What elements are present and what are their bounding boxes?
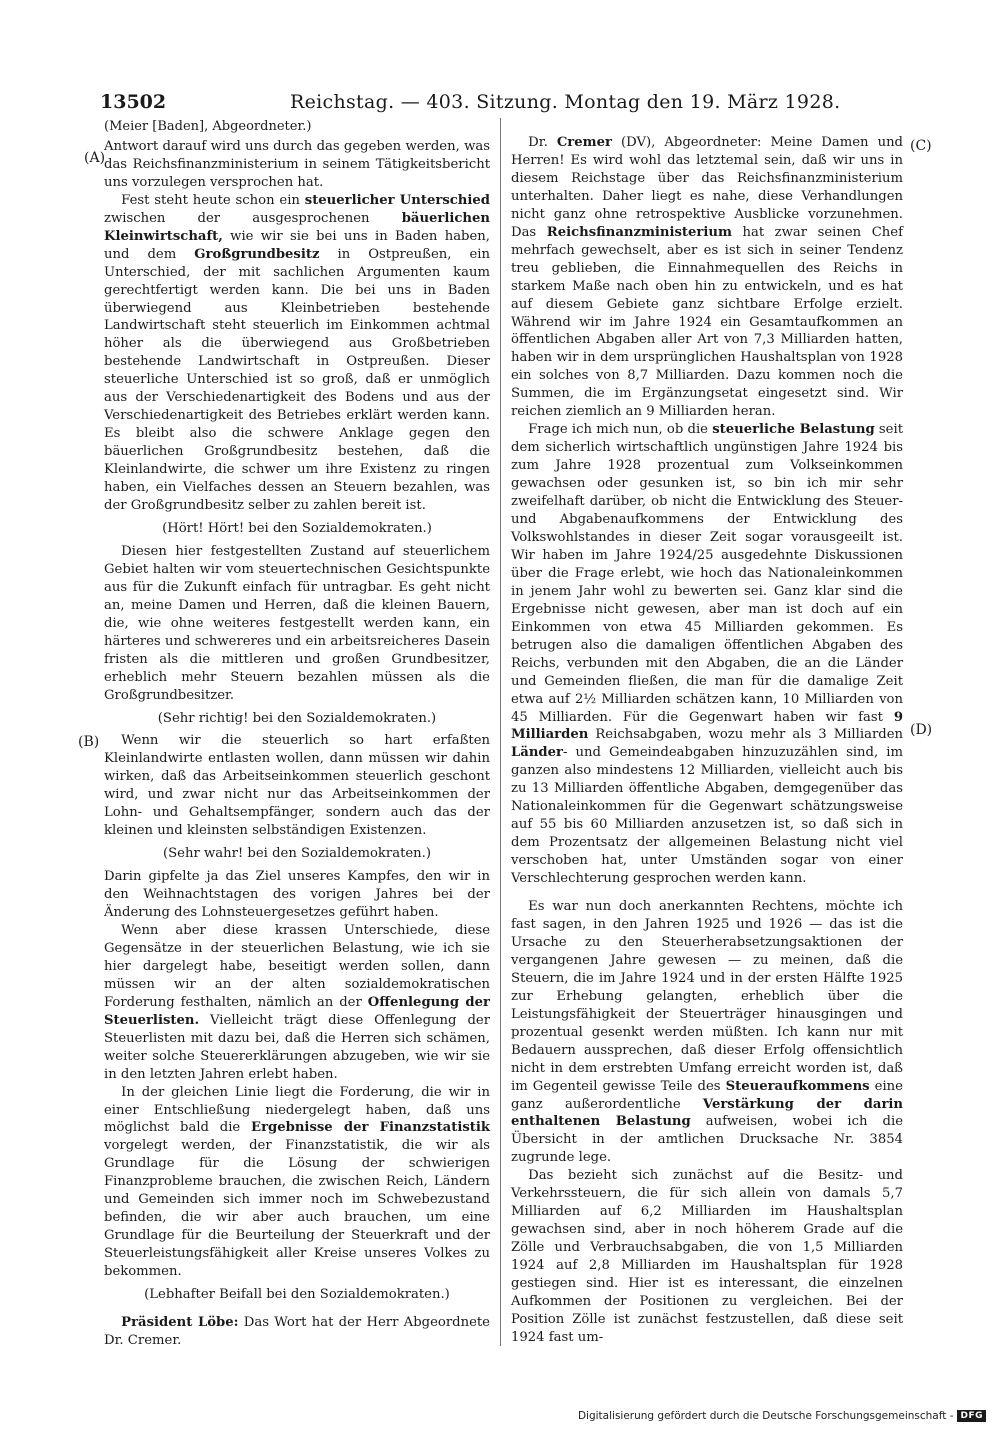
paragraph: Präsident Löbe: Das Wort hat der Herr Abgeordnete Dr. Cremer. bbox=[104, 1315, 490, 1348]
margin-mark-c: (C) bbox=[910, 138, 932, 154]
paragraph: Fest steht heute schon ein steuerlicher Unterschied zwischen der ausgesprochenen bäuerlichen Kleinwirtschaft, wie wir sie bei uns in Baden haben, und dem Großgrundbesitz in Ostpreußen, ein Unterschied, der mit sachlichen Argumenten kaum gerechtfertigt werden kann. Die bei uns in Baden überwiegend aus Kleinbetrieben bestehende Landwirtschaft steht steuerlich im Einkommen achtmal höher als die überwiegend aus Großbetrieben bestehende Landwirtschaft in Ostpreußen. Dieser steuerliche Unterschied ist so groß, daß er unmöglich aus der Verschiedenartigkeit des Bodens und aus der Verschiedenartigkeit des Betriebes erklärt werden kann. Es bleibt also die schwere Anklage gegen den bäuerlichen Großgrundbesitz bestehen, daß die Kleinlandwirte, die schwer um ihre Existenz zu ringen haben, ein Vielfaches dessen an Steuern bezahlen, was der Großgrundbesitz selber zu zahlen bereit ist. bbox=[104, 192, 490, 514]
paragraph: Antwort darauf wird uns durch das gegeben werden, was das Reichsfinanzministerium in seinem Tätigkeitsbericht uns vorzulegen versprochen hat. bbox=[104, 138, 490, 190]
page-number: 13502 bbox=[100, 91, 167, 113]
paragraph: Dr. Cremer (DV), Abgeordneter: Meine Damen und Herren! Es wird wohl das letztemal sein, daß wir uns in diesem Reichstage über das Reichsfinanzministerium unterhalten. Daher liegt es nahe, diese Verhandlungen nicht ganz ohne retrospektive Ausblicke vorzunehmen. Das Reichsfinanzministerium hat zwar seinen Chef mehrfach gewechselt, aber es ist sich in seiner Tendenz treu geblieben, die Einnahmequellen des Reichs in starkem Maße nach oben hin zu entwickeln, und es hat auf diesem Gebiete ganz sichtbare Erfolge erzielt. Während wir im Jahre 1924 ein Gesamtaufkommen an öffentlichen Abgaben aller Art von 7,3 Milliarden hatten, haben wir in dem ursprünglichen Haushaltsplan von 1928 ein solches von 8,7 Milliarden. Dazu kommen noch die Summen, die im Ergänzungsetat eingesetzt sind. Wir reichen ziemlich an 9 Milliarden heran. bbox=[511, 135, 903, 420]
interjection: (Hört! Hört! bei den Sozialdemokraten.) bbox=[162, 520, 432, 536]
margin-mark-b: (B) bbox=[78, 734, 100, 750]
paragraph: Das bezieht sich zunächst auf die Besitz- und Verkehrssteuern, die für sich allein von damals 5,7 Milliarden auf 6,2 Milliarden im Haushaltsplan gewachsen sind, aber in noch höherem Grade auf die Zölle und Verbrauchsabgaben, die von 1,5 Milliarden 1924 auf 2,8 Milliarden im Haushaltsplan für 1928 gestiegen sind. Hier ist es interessant, die einzelnen Aufkommen der Positionen zu vergleichen. Bei der Position Zölle ist zunächst festzustellen, daß diese seit 1924 fast um- bbox=[511, 1168, 903, 1345]
right-column bbox=[511, 134, 903, 1347]
column-divider bbox=[500, 118, 501, 1346]
interjection: (Lebhafter Beifall bei den Sozialdemokraten.) bbox=[144, 1287, 450, 1303]
interjection: (Sehr wahr! bei den Sozialdemokraten.) bbox=[163, 846, 431, 862]
paragraph: Diesen hier festgestellten Zustand auf steuerlichem Gebiet halten wir vom steuertechnischen Gesichtspunkte aus für die Zukunft einfach für untragbar. Es geht nicht an, meine Damen und Herren, daß die kleinen Bauern, die, wie ohne weiteres festgestellt werden kann, ein härteres und schwereres und ein arbeitsreicheres Dasein fristen als die mittleren und großen Grundbesitzer, erheblich mehr Steuern bezahlen müssen als die Großgrundbesitzer. bbox=[104, 543, 490, 703]
paragraph: Wenn aber diese krassen Unterschiede, diese Gegensätze in der steuerlichen Belastung, wie ich sie hier dargelegt habe, beseitigt werden sollen, dann müssen wir an der alten sozialdemokratischen Forderung festhalten, nämlich an der Offenlegung der Steuerlisten. Vielleicht trägt diese Offenlegung der Steuerlisten mit dazu bei, daß die Herren sich schämen, weiter solche Steuererklärungen abzugeben, wie wir sie in den letzten Jahren erlebt haben. bbox=[104, 922, 490, 1082]
paragraph: Wenn wir die steuerlich so hart erfaßten Kleinlandwirte entlasten wollen, dann müssen wir dahin wirken, daß das Arbeitseinkommen steuerlich geschont wird, und zwar nicht nur das Arbeitseinkommen der Lohn- und Gehaltsempfänger, sondern auch das der kleinen und kleinsten selbständigen Existenzen. bbox=[104, 733, 490, 839]
speaker-continuation-header: (Meier [Baden], Abgeordneter.) bbox=[104, 119, 312, 134]
paragraph: Darin gipfelte ja das Ziel unseres Kampfes, den wir in den Weihnachtstagen des vorigen Jahres bei der Änderung des Lohnsteuergesetzes geführt haben. bbox=[104, 869, 490, 921]
credit-text: Digitalisierung gefördert durch die Deutsche Forschungsgemeinschaft - bbox=[577, 1410, 954, 1422]
interjection: (Sehr richtig! bei den Sozialdemokraten.) bbox=[157, 710, 437, 726]
paragraph: Es war nun doch anerkannten Rechtens, möchte ich fast sagen, in den Jahren 1925 und 1926 — das ist die Ursache zu den Steuerherabsetzungsaktionen der vergangenen Jahre gewesen — zu meinen, daß die Steuern, die im Jahre 1924 und in der ersten Hälfte 1925 zur Erhebung gelangten, erheblich über die Leistungsfähigkeit der Steuerträger hinausgingen und prozentual gesenkt werden müßten. Ich kann nur mit Bedauern aussprechen, daß dieser Erfolg offensichtlich nicht in dem erstrebten Umfang erreicht worden ist, daß im Gegenteil gewisse Teile des Steueraufkommens eine ganz außerordentliche Verstärkung der darin enthaltenen Belastung aufweisen, wobei ich die Übersicht in der amtlichen Drucksache Nr. 3854 zugrunde lege. bbox=[511, 899, 903, 1166]
speaker-name: Cremer bbox=[556, 135, 612, 150]
dfg-logo: DFG bbox=[957, 1410, 986, 1422]
paragraph: Frage ich mich nun, ob die steuerliche Belastung seit dem sicherlich wirtschaftlich ungünstigen Jahre 1924 bis zum Jahre 1928 prozentual zum Volkseinkommen gewachsen oder gesunken ist, so bin ich mir sehr zweifelhaft darüber, ob nicht die Entwicklung des Steuer- und Abgabenaufkommens der Entwicklung des Volkswohlstandes in dieser Zeit sogar vorausgeeilt ist. Wir haben im Jahre 1924/25 ausgedehnte Diskussionen über die Frage erlebt, wie hoch das Nationaleinkommen in jenem Jahr wohl zu bewerten sei. Ganz klar sind die Ergebnisse nicht gewesen, aber man ist doch auf ein Einkommen von etwa 45 Milliarden gekommen. Es betrugen also die damaligen öffentlichen Abgaben des Reichs, verbunden mit den Abgaben, die an die Länder und Gemeinden fließen, die man für die damalige Zeit etwa auf 2½ Milliarden schätzen kann, 10 Milliarden von 45 Milliarden. Für die Gegenwart haben wir fast 9 Milliarden Reichsabgaben, wozu mehr als 3 Milliarden Länder- und Gemeindeabgaben hinzuzuzählen sind, im ganzen also mindestens 12 Milliarden, vielleicht auch bis zu 13 Milliarden öffentliche Abgaben, demgegenüber das Nationaleinkommen für die Gegenwart schätzungsweise auf 55 bis 60 Milliarden anzusetzen ist, so daß sich in dem Prozentsatz der allgemeinen Belastung nicht viel verschoben hat, unter Umständen sogar von einer Verschlechterung gesprochen werden kann. bbox=[511, 422, 903, 887]
page-header bbox=[100, 89, 920, 115]
running-title: Reichstag. — 403. Sitzung. Montag den 19. März 1928. bbox=[290, 91, 841, 113]
paragraph: In der gleichen Linie liegt die Forderung, die wir in einer Entschließung niedergelegt haben, daß uns möglichst bald die Ergebnisse der Finanzstatistik vorgelegt werden, der Finanzstatistik, die wir als Grundlage für die Lösung der schwierigen Finanzprobleme brauchen, die zwischen Reich, Ländern und Gemeinden sich immer noch im Schwebezustand befinden, die wir aber auch brauchen, um eine Grundlage für die Beurteilung der Steuerkraft und der Steuerleistungsfähigkeit aller Kreise unseres Volkes zu bekommen. bbox=[104, 1084, 490, 1280]
digitization-credit bbox=[578, 1410, 986, 1422]
left-column bbox=[104, 118, 490, 1350]
margin-mark-d: (D) bbox=[910, 722, 933, 738]
margin-mark-a: (A) bbox=[84, 150, 106, 166]
speaker-name: Präsident Löbe: bbox=[121, 1315, 239, 1330]
